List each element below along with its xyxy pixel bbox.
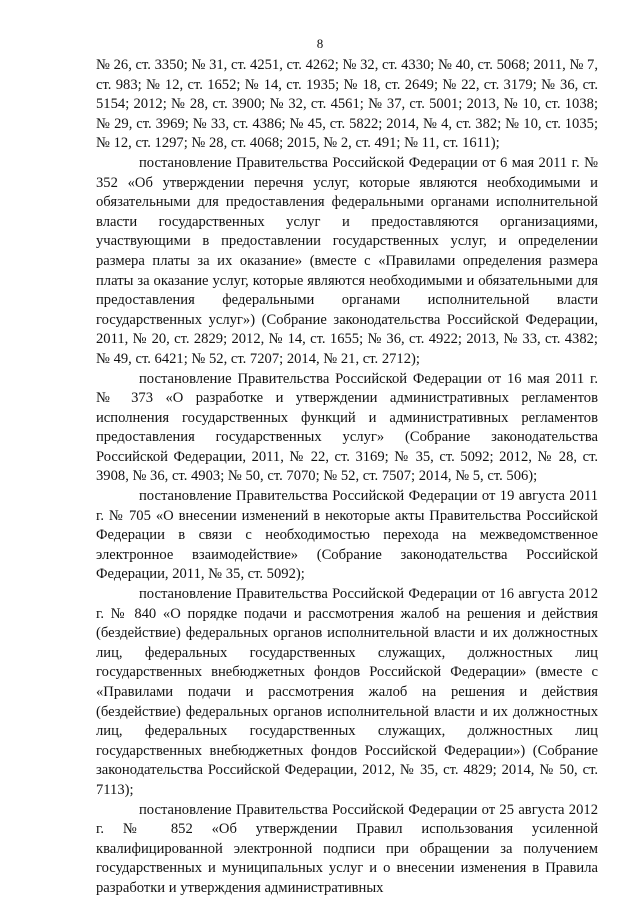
paragraph-citation-continuation: № 26, ст. 3350; № 31, ст. 4251, ст. 4262; № 32, ст. 4330; № 40, ст. 5068; 2011, № 7, ст. 983; № 12, ст. 1652; № 14, ст. 1935; № 18, ст. 2649; № 22, ст. 3179; № 36, ст. 5154; 2012; № 28, ст. 3900; № 32, ст. 4561; № 37, ст. 5001; 2013, № 10, ст. 1038; № 29, ст. 3969; № 33, ст. 4386; № 45, ст. 5822; 2014, № 4, ст. 382; № 10, ст. 1035; № 12, ст. 1297; № 28, ст. 4068; 2015, № 2, ст. 491; № 11, ст. 1611); xyxy=(96,57,598,152)
paragraph-decree-852: постановление Правительства Российской Федерации от 25 августа 2012 г. № 852 «Об утверждении Правил использования усиленной квалифицированной электронной подписи при обращении за получением государственных и муниципальных услуг и о внесении изменения в Правила разработки и утверждения административных xyxy=(96,801,598,896)
paragraph-decree-352: постановление Правительства Российской Федерации от 6 мая 2011 г. № 352 «Об утверждении перечня услуг, которые являются необходимыми и обязательными для предоставления федеральными органами исполнительной власти государственных услуг и предоставляются организациями, участвующими в предоставлении государственных услуг, и определении размера платы за их оказание» (вместе с «Правилами определения размера платы за оказание услуг, которые являются необходимыми и обязательными для предоставления федеральными органами исполнительной власти государственных услуг») (Собрание законодательства Российской Федерации, 2011, № 20, ст. 2829; 2012, № 14, ст. 1655; № 36, ст. 4922; 2013, № 33, ст. 4382; № 49, ст. 6421; № 52, ст. 7207; 2014, № 21, ст. 2712); xyxy=(96,154,598,367)
paragraph-decree-705: постановление Правительства Российской Федерации от 19 августа 2011 г. № 705 «О внесении изменений в некоторые акты Правительства Российской Федерации в связи с необходимостью перехода на межведомственное электронное взаимодействие» (Собрание законодательства Российской Федерации, 2011, № 35, ст. 5092); xyxy=(96,488,598,583)
document-body xyxy=(96,56,598,899)
paragraph-decree-840: постановление Правительства Российской Федерации от 16 августа 2012 г. № 840 «О порядке подачи и рассмотрения жалоб на решения и действия (бездействие) федеральных органов исполнительной власти и их должностных лиц, федеральных государственных служащих, должностных лиц государственных внебюджетных фондов Российской Федерации» (вместе с «Правилами подачи и рассмотрения жалоб на решения и действия (бездействие) федеральных органов исполнительной власти и их должностных лиц, федеральных государственных служащих, должностных лиц государственных внебюджетных фондов Российской Федерации») (Собрание законодательства Российской Федерации, 2012, № 35, ст. 4829; 2014, № 50, ст. 7113); xyxy=(96,586,598,798)
page-number: 8 xyxy=(316,36,324,51)
paragraph-decree-373: постановление Правительства Российской Федерации от 16 мая 2011 г. № 373 «О разработке и утверждении административных регламентов исполнения государственных функций и административных регламентов предоставления государственных услуг» (Собрание законодательства Российской Федерации, 2011, № 22, ст. 3169; № 35, ст. 5092; 2012, № 28, ст. 3908, № 36, ст. 4903; № 50, ст. 7070; № 52, ст. 7507; 2014, № 5, ст. 506); xyxy=(96,370,598,485)
